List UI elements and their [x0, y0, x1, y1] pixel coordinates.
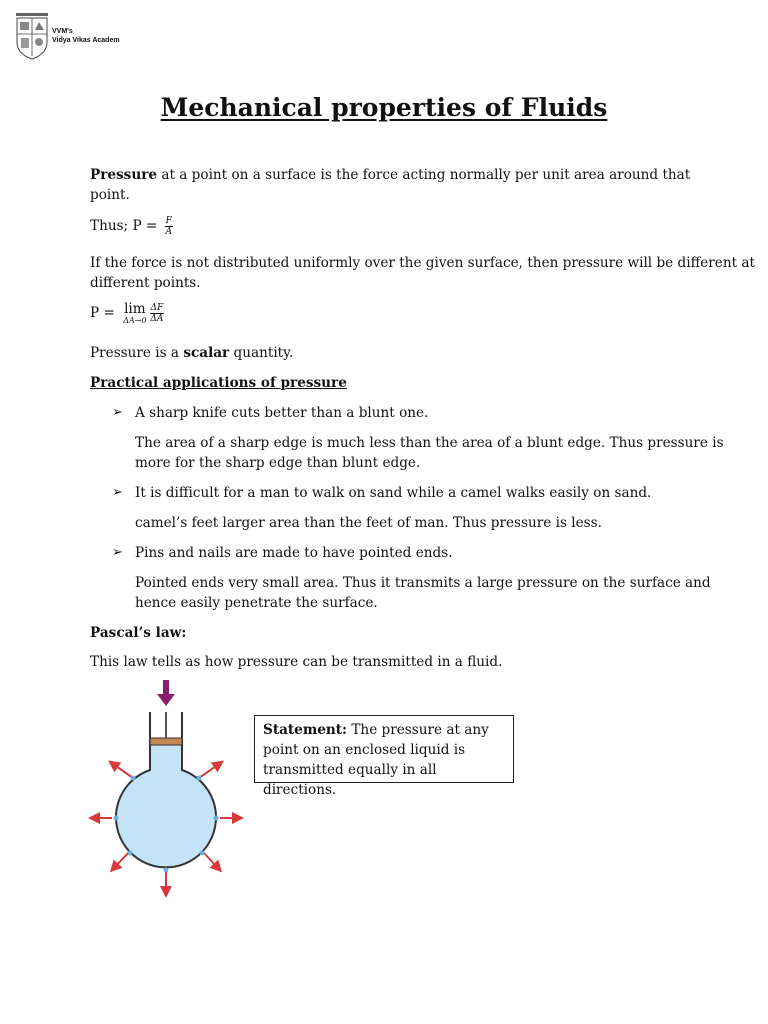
- application-2-point: It is difficult for a man to walk on sand while a camel walks easily on sand.: [135, 485, 652, 501]
- page-title: Mechanical properties of Fluids: [160, 93, 608, 122]
- wall-point: [128, 851, 133, 856]
- scalar-sentence: [90, 343, 293, 363]
- limit-word: lim: [124, 301, 146, 317]
- limit-operator: [123, 302, 146, 325]
- logo-line-2: Vidya Vikas Academ: [52, 37, 120, 44]
- bullet-arrow-icon: ➢: [112, 405, 123, 420]
- fraction-numerator: F: [165, 216, 172, 226]
- formula-prefix: Thus; P =: [90, 218, 162, 234]
- piston: [150, 738, 182, 745]
- formula-limit: [90, 302, 164, 325]
- logo-text: [52, 27, 120, 45]
- bullet-arrow-icon: ➢: [112, 485, 123, 500]
- nonuniform-line-2: different points.: [90, 275, 201, 291]
- pascal-flask-diagram: [88, 678, 248, 900]
- nonuniform-line-1: If the force is not distributed uniformly over the given surface, then pressure will be different at: [90, 255, 755, 271]
- fraction-denominator-da: ΔA: [150, 314, 164, 324]
- application-3-explain-1: Pointed ends very small area. Thus it transmits a large pressure on the surface and: [135, 575, 711, 591]
- wall-point: [131, 776, 136, 781]
- application-1-explain-2: more for the sharp edge than blunt edge.: [135, 455, 421, 471]
- formula-limit-prefix: P =: [90, 305, 120, 321]
- application-3-point: Pins and nails are made to have pointed ends.: [135, 545, 453, 561]
- statement-line-3: transmitted equally in all directions.: [263, 762, 437, 798]
- push-arrow-shaft: [163, 680, 169, 696]
- formula-pressure: [90, 216, 173, 237]
- statement-label: Statement:: [263, 722, 348, 738]
- application-1-explain-1: The area of a sharp edge is much less than the area of a blunt edge. Thus pressure is: [135, 435, 724, 451]
- pressure-arrow-icon: [203, 852, 218, 868]
- pascal-heading: Pascal’s law:: [90, 625, 187, 641]
- wall-point: [200, 851, 205, 856]
- application-2-explain-1: camel’s feet larger area than the feet of man. Thus pressure is less.: [135, 515, 602, 531]
- pressure-arrow-icon: [113, 764, 133, 778]
- pressure-definition-text: at a point on a surface is the force acting normally per unit area around that: [157, 167, 691, 183]
- statement-box: [254, 715, 514, 798]
- pressure-term: Pressure: [90, 167, 158, 183]
- applications-heading: Practical applications of pressure: [90, 375, 347, 391]
- flask-outline: [116, 744, 216, 867]
- fraction-denominator: A: [165, 227, 173, 237]
- pressure-definition-line-2: point.: [90, 187, 130, 203]
- scalar-before: Pressure is a: [90, 345, 184, 361]
- logo-line-1: VVM's: [52, 28, 73, 35]
- statement-line-2: point on an enclosed liquid is: [263, 742, 466, 758]
- statement-line-1: The pressure at any: [347, 722, 489, 738]
- fraction-f-over-a: [165, 216, 173, 237]
- wall-point: [214, 816, 219, 821]
- application-1-point: A sharp knife cuts better than a blunt one.: [135, 405, 429, 421]
- scalar-term: scalar: [183, 345, 230, 361]
- limit-subscript: ΔA→0: [123, 316, 147, 325]
- fraction-numerator-df: ΔF: [150, 303, 164, 313]
- fraction-df-over-da: [150, 303, 165, 324]
- wall-point: [114, 816, 119, 821]
- wall-point: [164, 868, 169, 873]
- pressure-arrow-icon: [114, 852, 129, 868]
- bullet-arrow-icon: ➢: [112, 545, 123, 560]
- pressure-definition: [90, 165, 690, 185]
- pressure-arrow-icon: [199, 764, 219, 778]
- pascal-intro: This law tells as how pressure can be transmitted in a fluid.: [90, 654, 503, 670]
- school-logo: [15, 12, 49, 60]
- application-3-explain-2: hence easily penetrate the surface.: [135, 595, 378, 611]
- push-arrow-head-icon: [157, 694, 175, 706]
- wall-point: [197, 776, 202, 781]
- scalar-after: quantity.: [229, 345, 294, 361]
